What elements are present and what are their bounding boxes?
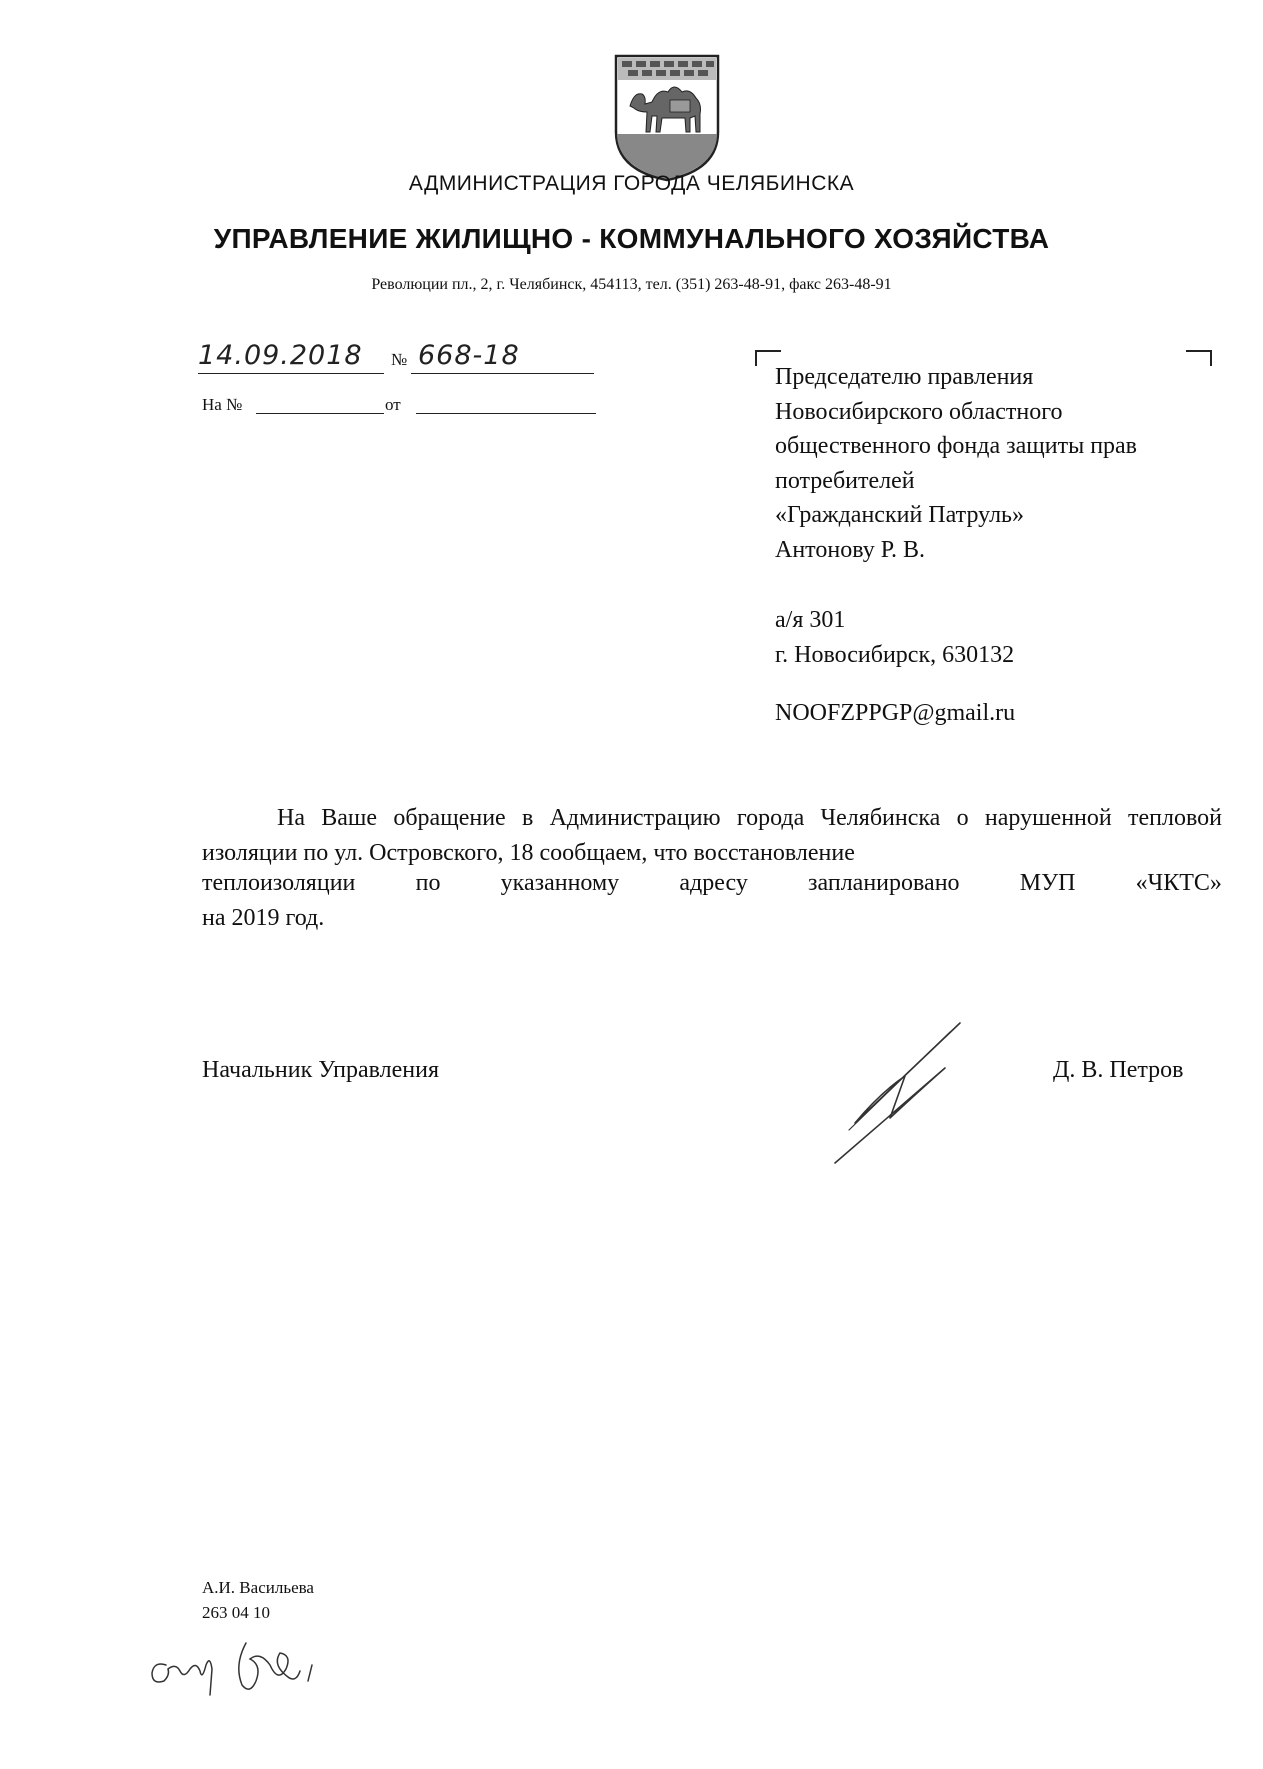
recipient-line: Антонову Р. В. [775, 536, 926, 563]
number-underline [411, 373, 594, 374]
executor-name: А.И. Васильева [202, 1578, 314, 1597]
registration-number: 668-18 [418, 340, 520, 371]
body-word: «ЧКТС» [1135, 870, 1222, 896]
body-word: по [415, 870, 441, 896]
reference-label: На № [202, 395, 243, 414]
recipient-line: Новосибирского областного [775, 398, 1063, 425]
administration-name: АДМИНИСТРАЦИЯ ГОРОДА ЧЕЛЯБИНСКА [408, 172, 855, 195]
recipient-line: Председателю правления [775, 364, 1034, 390]
recipient-line: общественного фонда защиты прав [775, 433, 1138, 459]
body-word: запланировано [808, 870, 960, 896]
recipient-line: «Гражданский Патруль» [775, 502, 1024, 528]
registration-number-label: № [391, 350, 408, 369]
recipient-email: NOOFZPPGP@gmail.ru [775, 700, 1016, 726]
signatory-title: Начальник Управления [202, 1057, 439, 1083]
body-word: адресу [679, 870, 748, 896]
city-coat-of-arms [612, 52, 722, 184]
letter-body-main: На Ваше обращение в Администрацию города Челябинска о нарушенной тепловой изоляции по ул. Островского, 18 сообщаем, что восстановление [202, 805, 1222, 866]
recipient-city: г. Новосибирск, 630132 [775, 641, 1015, 668]
signatory-name: Д. В. Петров [1053, 1057, 1184, 1083]
letter-body-last-line: на 2019 год. [202, 905, 325, 931]
reference-number-line [256, 413, 384, 414]
department-address: Революции пл., 2, г. Челябинск, 454113, тел. (351) 263-48-91, факс 263-48-91 [371, 276, 892, 293]
executor-phone: 263 04 10 [202, 1603, 270, 1622]
recipient-line: потребителей [775, 467, 915, 494]
body-word: указанному [500, 870, 620, 896]
department-name: УПРАВЛЕНИЕ ЖИЛИЩНО - КОММУНАЛЬНОГО ХОЗЯЙСТВА [213, 223, 1050, 254]
handwritten-signature [825, 1018, 970, 1168]
handwritten-initials [146, 1625, 336, 1710]
reference-date-line [416, 413, 596, 414]
body-word: теплоизоляции [202, 870, 356, 896]
registration-date: 14.09.2018 [198, 340, 363, 371]
letter-body-line3 [202, 870, 1222, 897]
recipient-po-box: а/я 301 [775, 607, 846, 633]
date-underline [198, 373, 384, 374]
recipient-block [775, 360, 1235, 567]
body-word: МУП [1019, 870, 1076, 896]
reference-from-label: от [385, 395, 401, 414]
recipient-postal [775, 603, 1014, 672]
